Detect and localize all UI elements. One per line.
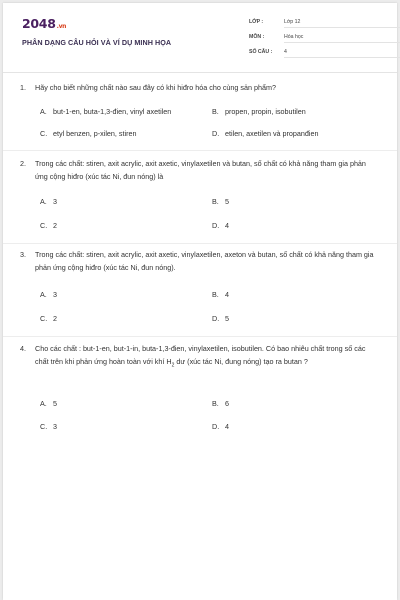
option-2b[interactable]: B. 5 [212, 197, 229, 206]
option-1d[interactable]: D. etilen, axetilen và propanđien [212, 129, 319, 138]
question-text: Cho các chất : but-1-en, but-1-in, buta-1,3-đien, vinylaxetilen, isobutilen. Có bao nhiêu chất trong số các chất trên khi phản ứng hoàn toàn với khí $H_2$ dư (xúc tác Ni, đung nóng) tạo ra butan ? [35, 344, 366, 369]
question-text: Trong các chất: stiren, axit acrylic, axit axetic, vinylaxetilen, axeton và butan, số chất có khả năng tham gia phản ứng cộng hiđro (xúc tác Ni, đun nóng). [35, 250, 374, 272]
question-divider [3, 150, 397, 151]
meta-grade-label: LỚP : [249, 19, 264, 25]
option-4d[interactable]: D. 4 [212, 422, 229, 431]
question-text: Hãy cho biết những chất nào sau đây có khi hiđro hóa cho cùng sản phẩm? [35, 83, 276, 92]
meta-count-value: 4 [284, 49, 400, 58]
option-2c[interactable]: C. 2 [40, 221, 57, 230]
question-number: 3. [20, 250, 26, 259]
option-1a[interactable]: A. but-1-en, buta-1,3-đien, vinyl axetilen [40, 107, 172, 116]
question-number: 4. [20, 344, 26, 353]
option-3c[interactable]: C. 2 [40, 314, 57, 323]
question-number: 1. [20, 83, 26, 92]
option-3b[interactable]: B. 4 [212, 290, 229, 299]
option-4a[interactable]: A. 5 [40, 399, 57, 408]
option-1c[interactable]: C. etyl benzen, p-xilen, stiren [40, 129, 137, 138]
option-2d[interactable]: D. 4 [212, 221, 229, 230]
option-1b[interactable]: B. propen, propin, isobutilen [212, 107, 306, 116]
option-4b[interactable]: B. 6 [212, 399, 229, 408]
option-3d[interactable]: D. 5 [212, 314, 229, 323]
page-title: PHÂN DẠNG CÂU HỎI VÀ VÍ DỤ MINH HỌA [22, 38, 172, 47]
option-4c[interactable]: C. 3 [40, 422, 57, 431]
option-2a[interactable]: A. 3 [40, 197, 57, 206]
option-3a[interactable]: A. 3 [40, 290, 57, 299]
site-logo[interactable]: 2048.vn [22, 16, 67, 31]
worksheet-page [3, 3, 397, 600]
page-header [3, 3, 397, 73]
question-text: Trong các chất: stiren, axit acrylic, axit axetic, vinylaxetilen và butan, số chất có khả năng tham gia phản ứng cộng hiđro (xúc tác Ni, đun nóng) là [35, 159, 366, 181]
meta-grade-value: Lớp 12 [284, 19, 400, 28]
question-divider [3, 243, 397, 244]
meta-count-label: SỐ CÂU : [249, 49, 273, 55]
question-divider [3, 336, 397, 337]
header-divider [3, 72, 397, 73]
question-number: 2. [20, 159, 26, 168]
meta-subject-label: MÔN : [249, 34, 265, 40]
meta-subject-value: Hóa học [284, 34, 400, 43]
